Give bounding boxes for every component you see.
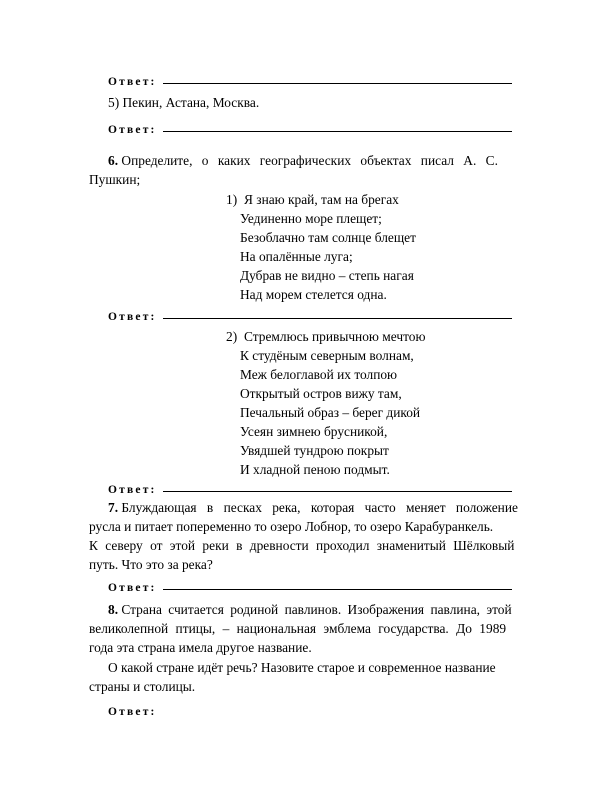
question-7-line-1: 7. Блуждающая в песках река, которая часто меняет положение: [108, 500, 518, 515]
answer-label: Ответ:: [108, 484, 157, 496]
answer-blank-line[interactable]: [163, 82, 512, 84]
poem-line: Уединенно море плещет;: [240, 211, 382, 226]
answer-label: Ответ:: [108, 706, 157, 718]
answer-blank-line[interactable]: [163, 317, 512, 319]
answer-blank-line[interactable]: [163, 130, 512, 132]
poem-2-marker: 2): [226, 329, 238, 344]
poem-line: На опалённые луга;: [240, 249, 353, 264]
question-6-text: 6. Определите, о каких географических объектах писал А. С.: [108, 153, 498, 168]
answer-field-7: [108, 576, 512, 594]
answer-label: Ответ:: [108, 582, 157, 594]
poem-line: Увядшей тундрою покрыт: [240, 443, 389, 458]
question-number: 8.: [108, 602, 119, 617]
question-6-line-2: Пушкин;: [89, 172, 141, 187]
answer-field-4: [108, 70, 512, 88]
poem-1-marker: 1): [226, 192, 238, 207]
question-7-line-4: путь. Что это за река?: [89, 557, 213, 572]
question-7-line-2: русла и питает попеременно то озеро Лобнор, то озеро Карабуранкель.: [89, 519, 494, 534]
question-number: 7.: [108, 500, 119, 515]
question-8-line-2: великолепной птицы, – национальная эмблема государства. До 1989: [89, 621, 507, 636]
question-8-line-3: года эта страна имела другое название.: [89, 640, 312, 655]
poem-line: И хладной пеною подмыт.: [240, 462, 390, 477]
answer-field-6-2: [108, 478, 512, 496]
poem-line: Усеян зимнею брусникой,: [240, 424, 388, 439]
poem-line: Открытый остров вижу там,: [240, 386, 402, 401]
question-number: 6.: [108, 153, 119, 168]
question-8-question-line-2: страны и столицы.: [89, 679, 196, 694]
answer-field-6-1: [108, 305, 512, 323]
answer-label: Ответ:: [108, 76, 157, 88]
poem-line: К студёным северным волнам,: [240, 348, 414, 363]
question-6-line-1: [108, 153, 522, 169]
poem-line: Меж белоглавой их толпою: [240, 367, 398, 382]
poem-line: Дубрав не видно – степь нагая: [240, 268, 414, 283]
answer-label: Ответ:: [108, 311, 157, 323]
answer-label: Ответ:: [108, 124, 157, 136]
answer-blank-line[interactable]: [163, 490, 512, 492]
poem-line: Печальный образ – берег дикой: [240, 405, 421, 420]
question-8-line-1: 8. Страна считается родиной павлинов. Изображения павлина, этой: [108, 602, 512, 617]
poem-line: Безоблачно там солнце блещет: [240, 230, 416, 245]
poem-line: Стремлюсь привычною мечтою: [244, 329, 426, 344]
question-7-line-3: К северу от этой реки в древности проходил знаменитый Шёлковый: [89, 538, 515, 553]
item-5-text: 5) Пекин, Астана, Москва.: [108, 95, 260, 110]
answer-blank-line[interactable]: [163, 588, 512, 590]
poem-line: Над морем стелется одна.: [240, 287, 387, 302]
answer-field-8: [108, 700, 168, 718]
poem-line: Я знаю край, там на брегах: [244, 192, 399, 207]
answer-field-5: [108, 118, 512, 136]
question-8-question-line-1: О какой стране идёт речь? Назовите старое и современное название: [108, 660, 496, 675]
